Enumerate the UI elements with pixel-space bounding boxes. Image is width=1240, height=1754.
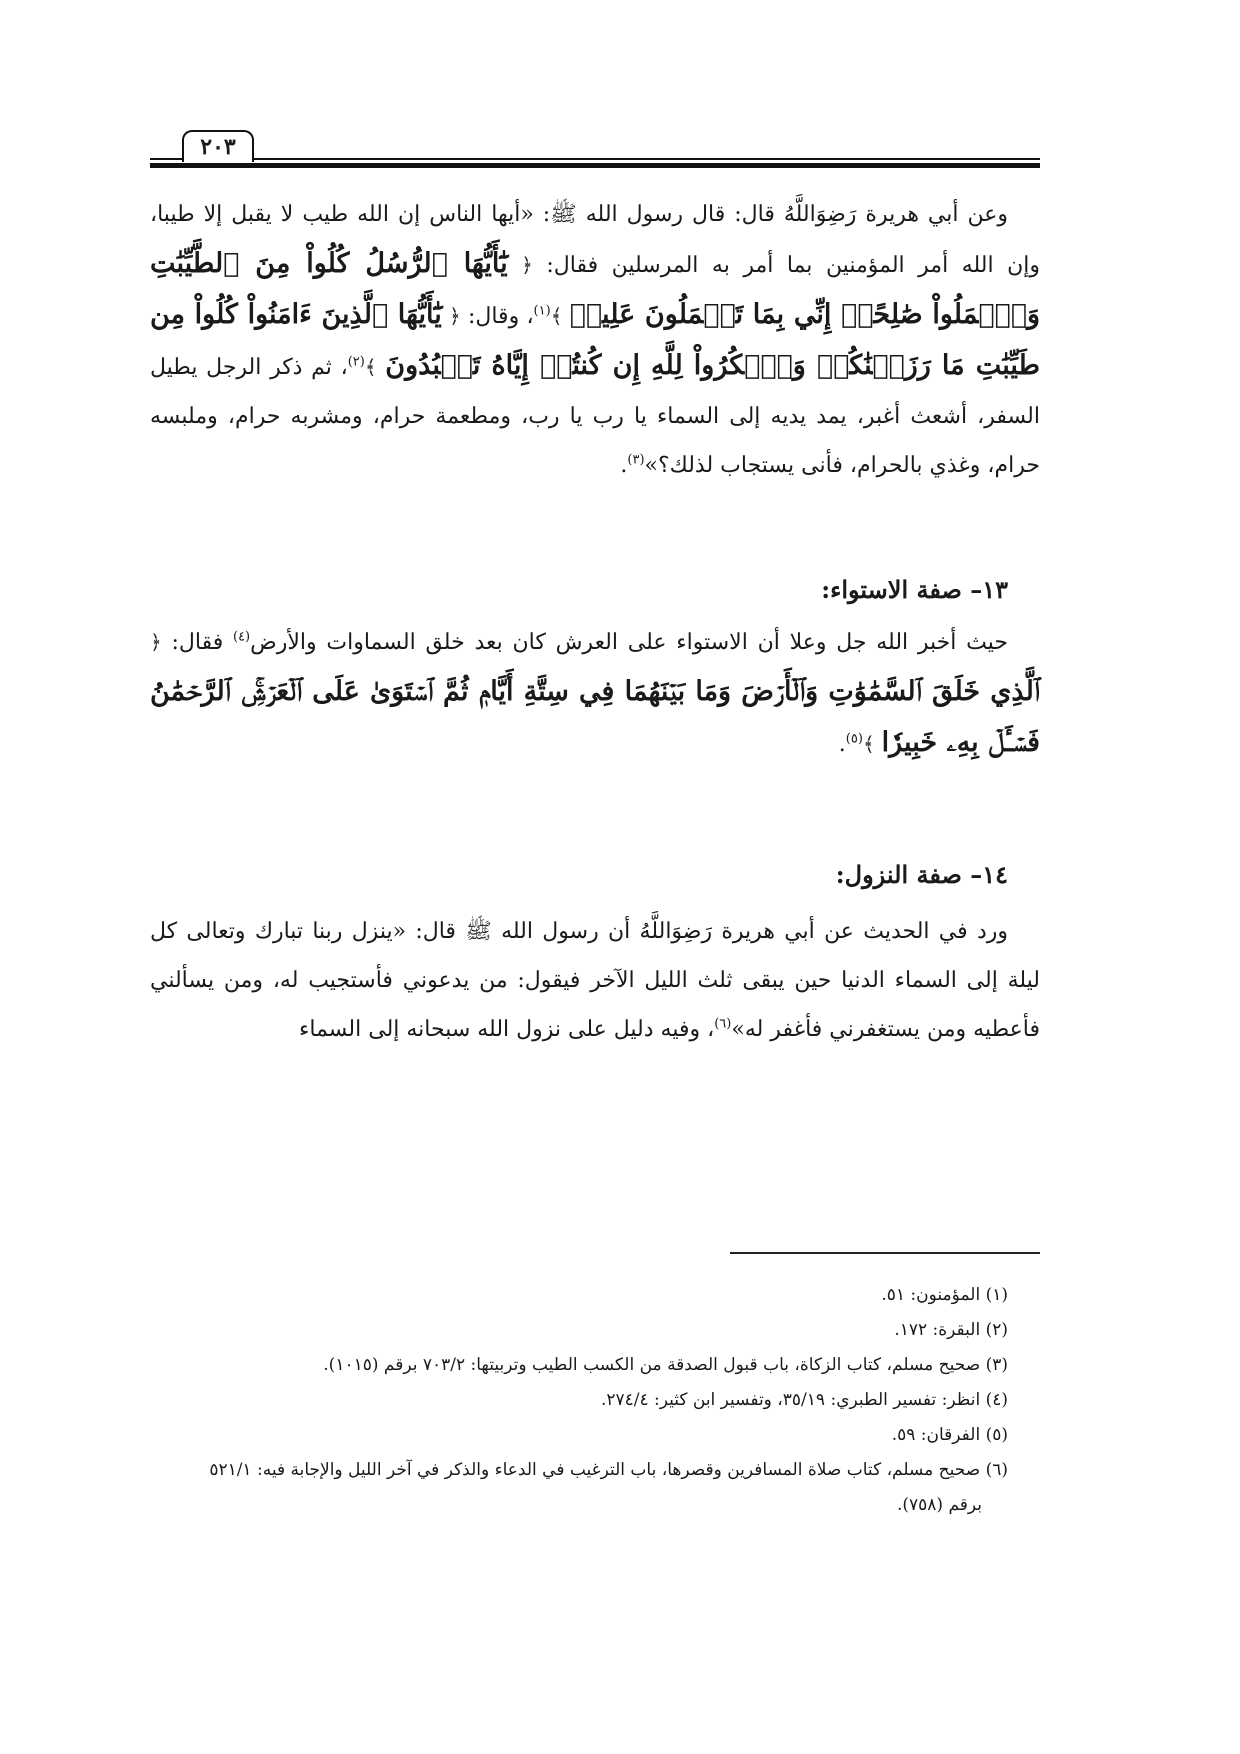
ornament-close-icon: ﴾ — [862, 732, 875, 756]
quran-verse-2: يَٰٓأَيُّهَا ٱلَّذِينَ ءَامَنُواْ كُلُواْ مِن طَيِّبَٰتِ مَا رَزَقۡنَٰكُمۡ وَٱشۡكُرُواْ لِلَّهِ إِن كُنتُمۡ إِيَّاهُ تَعۡبُدُونَ — [150, 299, 1040, 381]
footnote-ref-6[interactable]: (٦) — [714, 1016, 732, 1032]
footnote-ref-4[interactable]: (٤) — [232, 629, 251, 645]
header-rule-thin — [150, 158, 1040, 160]
section13-text2: فقال: — [161, 630, 233, 655]
ornament-open-icon: ﴿ — [150, 630, 162, 654]
quran-verse-1: يَٰٓأَيُّهَا ٱلرُّسُلُ كُلُواْ مِنَ ٱلطَّيِّبَٰتِ وَٱعۡمَلُواْ صَٰلِحًاۖ إِنِّي بِمَا تَعۡمَلُونَ عَلِيمٞ — [150, 248, 1040, 330]
footnote-3: (٣) صحيح مسلم، كتاب الزكاة، باب قبول الصدقة من الكسب الطيب وتربيتها: ٧٠٣/٢ برقم (١٠١٥). — [323, 1355, 1008, 1375]
quran-verse-3: ٱلَّذِي خَلَقَ ٱلسَّمَٰوَٰتِ وَٱلۡأَرۡضَ وَمَا بَيۡنَهُمَا فِي سِتَّةِ أَيَّامٖ ثُمَّ ٱسۡتَوَىٰ عَلَى ٱلۡعَرۡشِۚ ٱلرَّحۡمَٰنُ فَسۡـَٔلۡ بِهِۦ خَبِيرٗا — [150, 676, 1040, 758]
section-13-title: ١٣– صفة الاستواء: — [821, 575, 1008, 604]
footnote-5: (٥) الفرقان: ٥٩. — [891, 1425, 1008, 1445]
header-rule-thick — [150, 163, 1040, 168]
footnote-4: (٤) انظر: تفسير الطبري: ٣٥/١٩، وتفسير ابن كثير: ٢٧٤/٤. — [600, 1390, 1008, 1410]
page-header — [150, 130, 1040, 175]
ornament-open-icon: ﴿ — [448, 304, 461, 328]
section-istiwa — [150, 565, 1040, 769]
para1-text3: ، ثم ذكر الرجل يطيل السفر، أشعث أغبر، يمد يديه إلى السماء يا رب يا رب، ومطعمة حرام، ومشربه حرام، وملبسه حرام، وغذي بالحرام، فأنى يستجاب لذلك؟» — [150, 355, 1040, 478]
section13-text1: حيث أخبر الله جل وعلا أن الاستواء على العرش كان بعد خلق السماوات والأرض — [250, 630, 1008, 655]
para1-text1: وعن أبي هريرة رَضِوَاللَّهُ قال: قال رسول الله ﷺ: «أيها الناس إن الله طيب لا يقبل إلا طيبا، وإن الله أمر المؤمنين بما أمر به المرسلين فقال: — [150, 202, 1040, 278]
para1-text2: ، وقال: — [460, 304, 534, 329]
footnote-separator — [730, 1252, 1040, 1254]
footnote-ref-1[interactable]: (١) — [533, 303, 551, 319]
section14-text1: ورد في الحديث عن أبي هريرة رَضِوَاللَّهُ أن رسول الله ﷺ قال: «ينزل ربنا تبارك وتعالى كل ليلة إلى السماء الدنيا حين يبقى ثلث الليل الآخر فيقول: من يدعوني فأستجيب له، ومن يسألني فأعطيه ومن يستغفرني فأغفر له» — [150, 919, 1040, 1042]
footnote-1: (١) المؤمنون: ٥١. — [881, 1285, 1008, 1305]
ornament-close-icon: ﴾ — [364, 355, 377, 379]
footnote-ref-2[interactable]: (٢) — [347, 354, 365, 370]
footnote-6: (٦) صحيح مسلم، كتاب صلاة المسافرين وقصرها، باب الترغيب في الدعاء والذكر في آخر الليل والإجابة فيه: ٥٢١/١ — [209, 1460, 1008, 1480]
ornament-open-icon: ﴿ — [521, 253, 533, 277]
footnotes — [150, 1278, 1040, 1523]
section13-end: . — [838, 732, 846, 757]
section-14-title: ١٤– صفة النزول: — [835, 860, 1008, 889]
footnote-6-continued: برقم (٧٥٨). — [896, 1495, 982, 1515]
para1-end: . — [620, 453, 628, 478]
paragraph-hadith-tayyib — [150, 190, 1040, 490]
footnote-2: (٢) البقرة: ١٧٢. — [894, 1320, 1008, 1340]
ornament-close-icon: ﴾ — [550, 304, 563, 328]
section14-text2: ، وفيه دليل على نزول الله سبحانه إلى السماء — [299, 1017, 715, 1042]
footnote-ref-5[interactable]: (٥) — [845, 731, 863, 747]
footnote-ref-3[interactable]: (٣) — [627, 452, 645, 468]
page-number: ٢٠٣ — [182, 130, 254, 162]
section-nuzul — [150, 850, 1040, 1054]
